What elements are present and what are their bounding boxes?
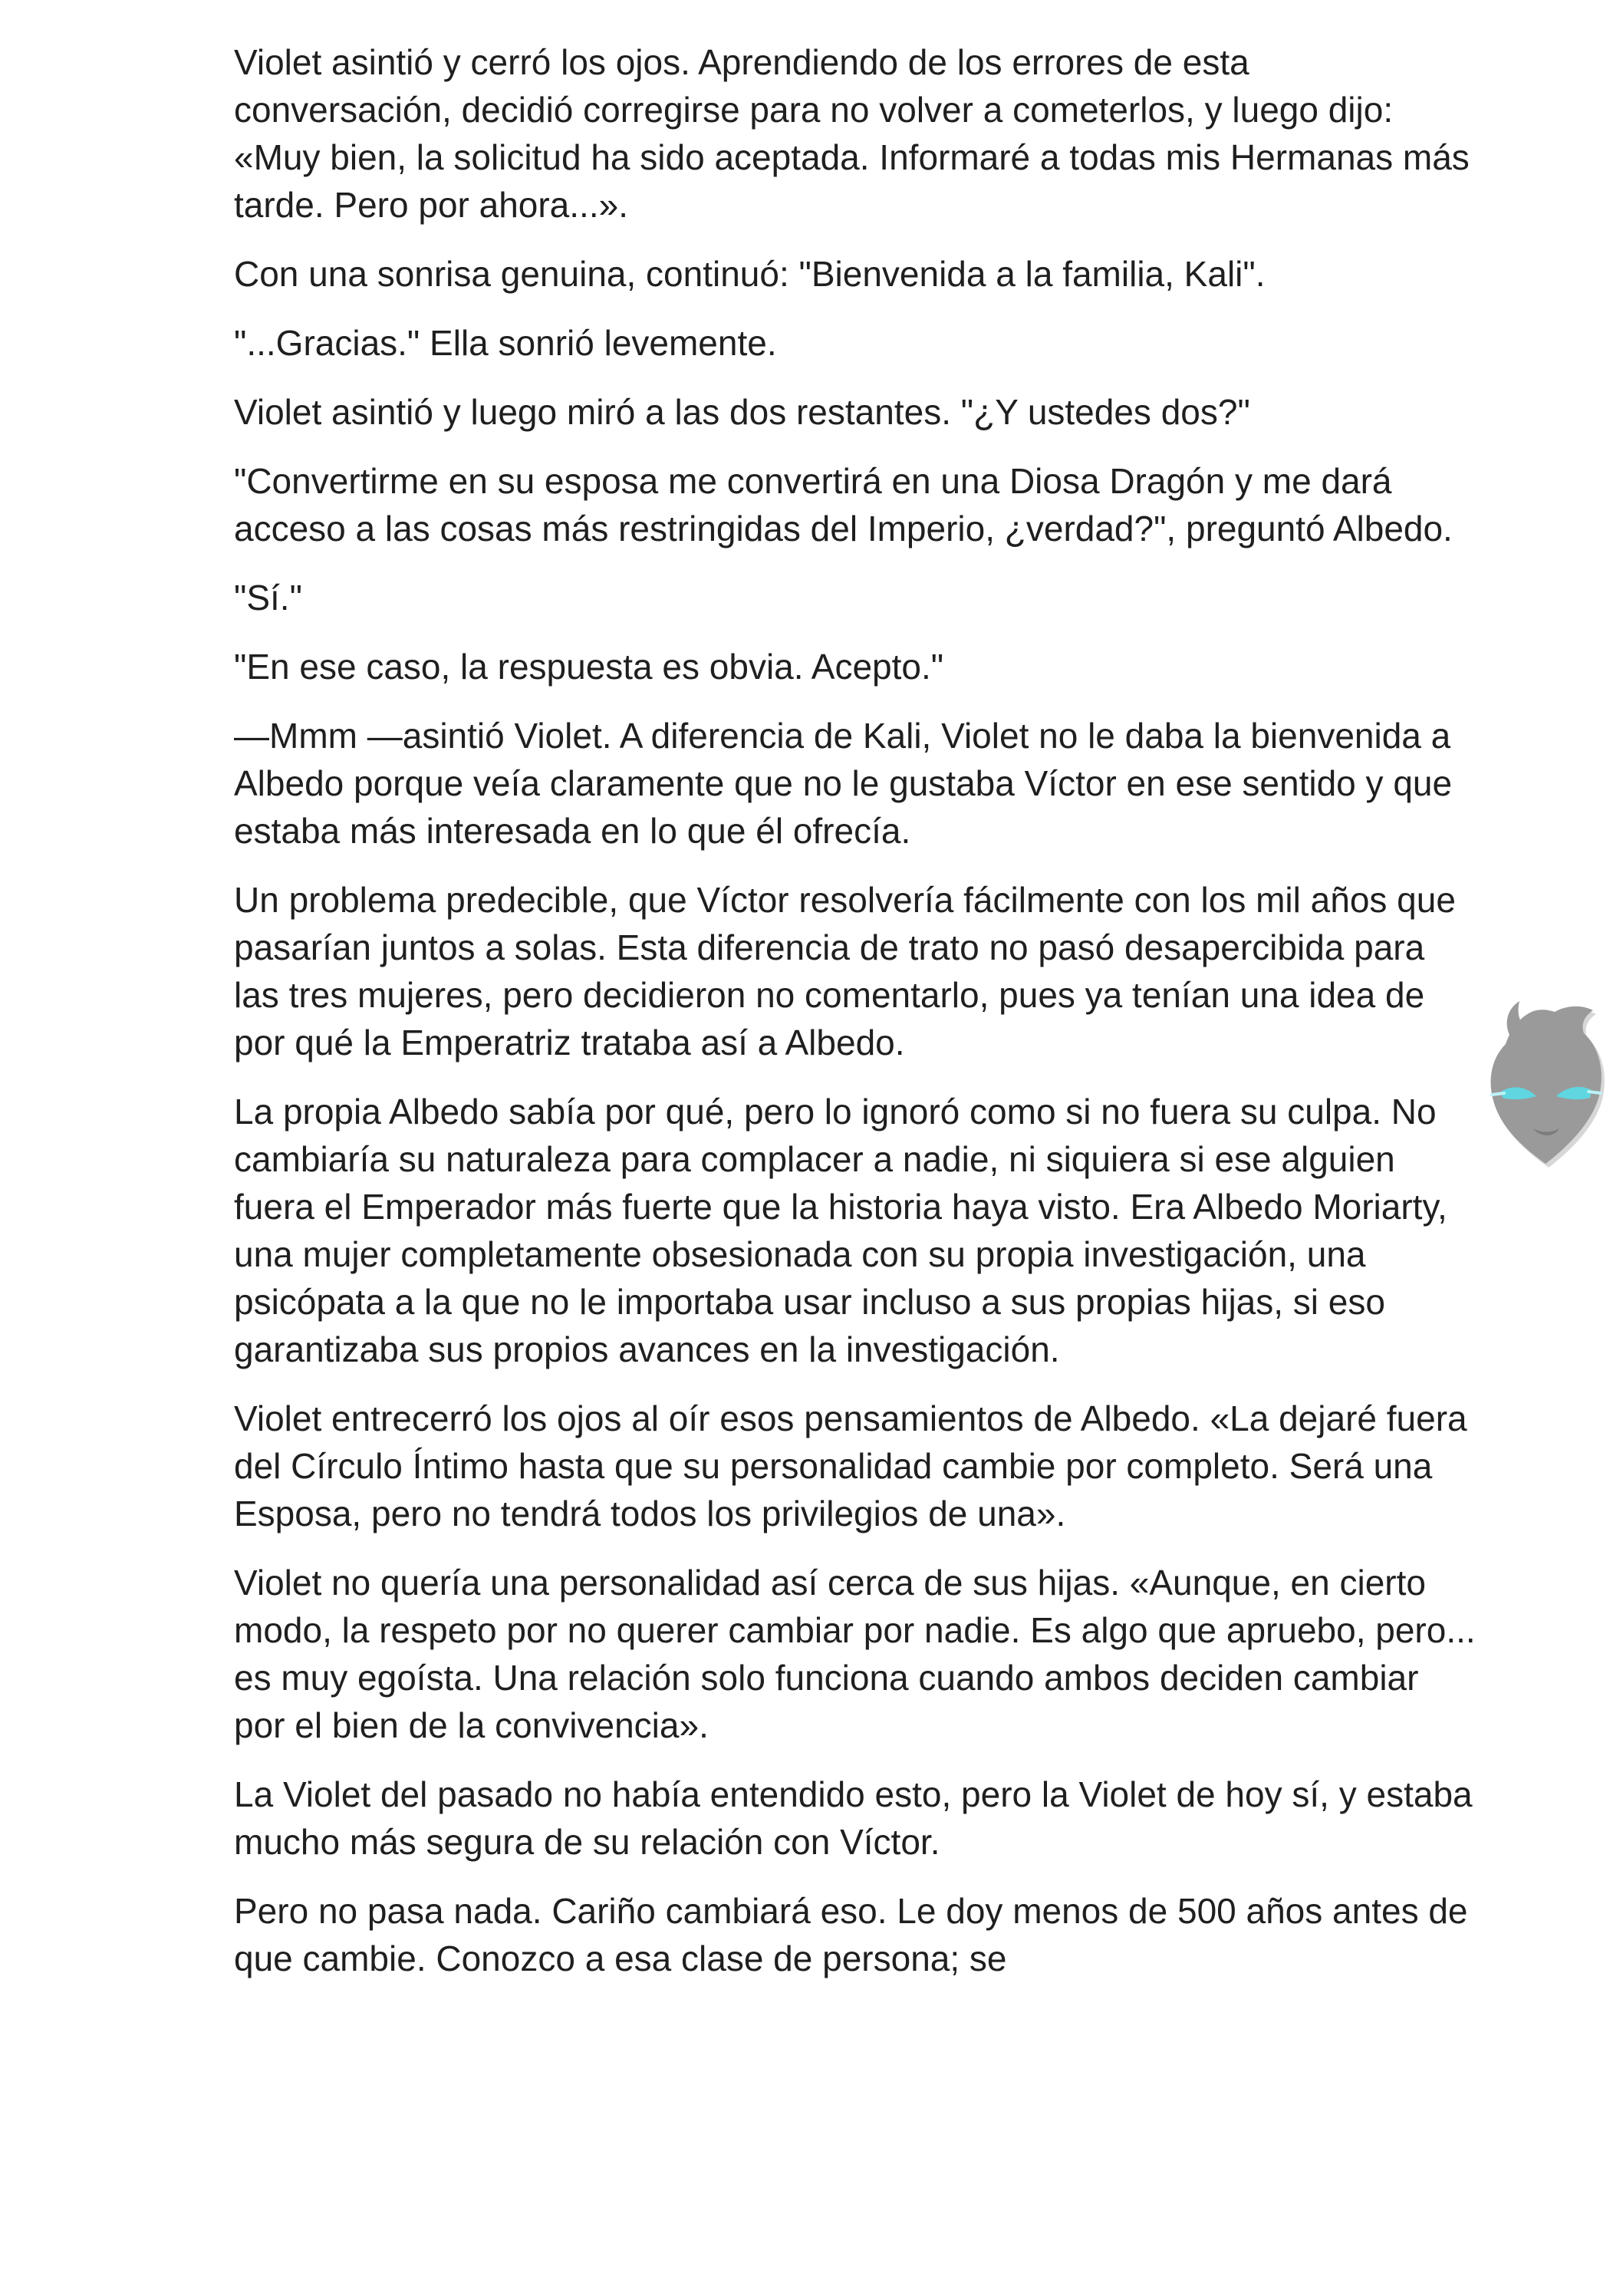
paragraph: "En ese caso, la respuesta es obvia. Acepto."	[234, 647, 944, 687]
paragraph: Violet asintió y luego miró a las dos restantes. "¿Y ustedes dos?"	[234, 392, 1250, 432]
paragraph: "Convertirme en su esposa me convertirá en una Diosa Dragón y me dará acceso a las cosas más restringidas del Imperio, ¿verdad?", preguntó Albedo.	[234, 461, 1453, 548]
text-body	[234, 38, 1477, 2004]
paragraph: Violet entrecerró los ojos al oír esos pensamientos de Albedo. «La dejaré fuera del Círculo Íntimo hasta que su personalidad cambie por completo. Será una Esposa, pero no tendrá todos los privilegios de una».	[234, 1398, 1467, 1533]
paragraph: Con una sonrisa genuina, continuó: "Bienvenida a la familia, Kali".	[234, 254, 1266, 294]
paragraph: Un problema predecible, que Víctor resolvería fácilmente con los mil años que pasarían juntos a solas. Esta diferencia de trato no pasó desapercibida para las tres mujeres, pero decidieron no comentarlo, pues ya tenían una idea de por qué la Emperatriz trataba así a Albedo.	[234, 880, 1456, 1062]
paragraph: Violet no quería una personalidad así cerca de sus hijas. «Aunque, en cierto modo, la respeto por no querer cambiar por nadie. Es algo que apruebo, pero... es muy egoísta. Una relación solo funciona cuando ambos deciden cambiar por el bien de la convivencia».	[234, 1563, 1476, 1745]
paragraph: Violet asintió y cerró los ojos. Aprendiendo de los errores de esta conversación, decidió corregirse para no volver a cometerlos, y luego dijo: «Muy bien, la solicitud ha sido aceptada. Informaré a todas mis Hermanas más tarde. Pero por ahora...».	[234, 42, 1470, 225]
paragraph: Pero no pasa nada. Cariño cambiará eso. Le doy menos de 500 años antes de que cambie. Conozco a esa clase de persona; se	[234, 1891, 1468, 1978]
paragraph: "Sí."	[234, 578, 302, 618]
paragraph: —Mmm —asintió Violet. A diferencia de Kali, Violet no le daba la bienvenida a Albedo porque veía claramente que no le gustaba Víctor en ese sentido y que estaba más interesada en lo que él ofrecía.	[234, 716, 1453, 851]
paragraph: La propia Albedo sabía por qué, pero lo ignoró como si no fuera su culpa. No cambiaría su naturaleza para complacer a nadie, ni siquiera si ese alguien fuera el Emperador más fuerte que la historia haya visto. Era Albedo Moriarty, una mujer completamente obsesionada con su propia investigación, una psicópata a la que no le importaba usar incluso a sus propias hijas, si eso garantizaba sus propios avances en la investigación.	[234, 1092, 1447, 1369]
paragraph: "...Gracias." Ella sonrió levemente.	[234, 323, 777, 363]
paragraph: La Violet del pasado no había entendido esto, pero la Violet de hoy sí, y estaba mucho más segura de su relación con Víctor.	[234, 1774, 1473, 1862]
demon-head-icon	[1469, 993, 1622, 1170]
